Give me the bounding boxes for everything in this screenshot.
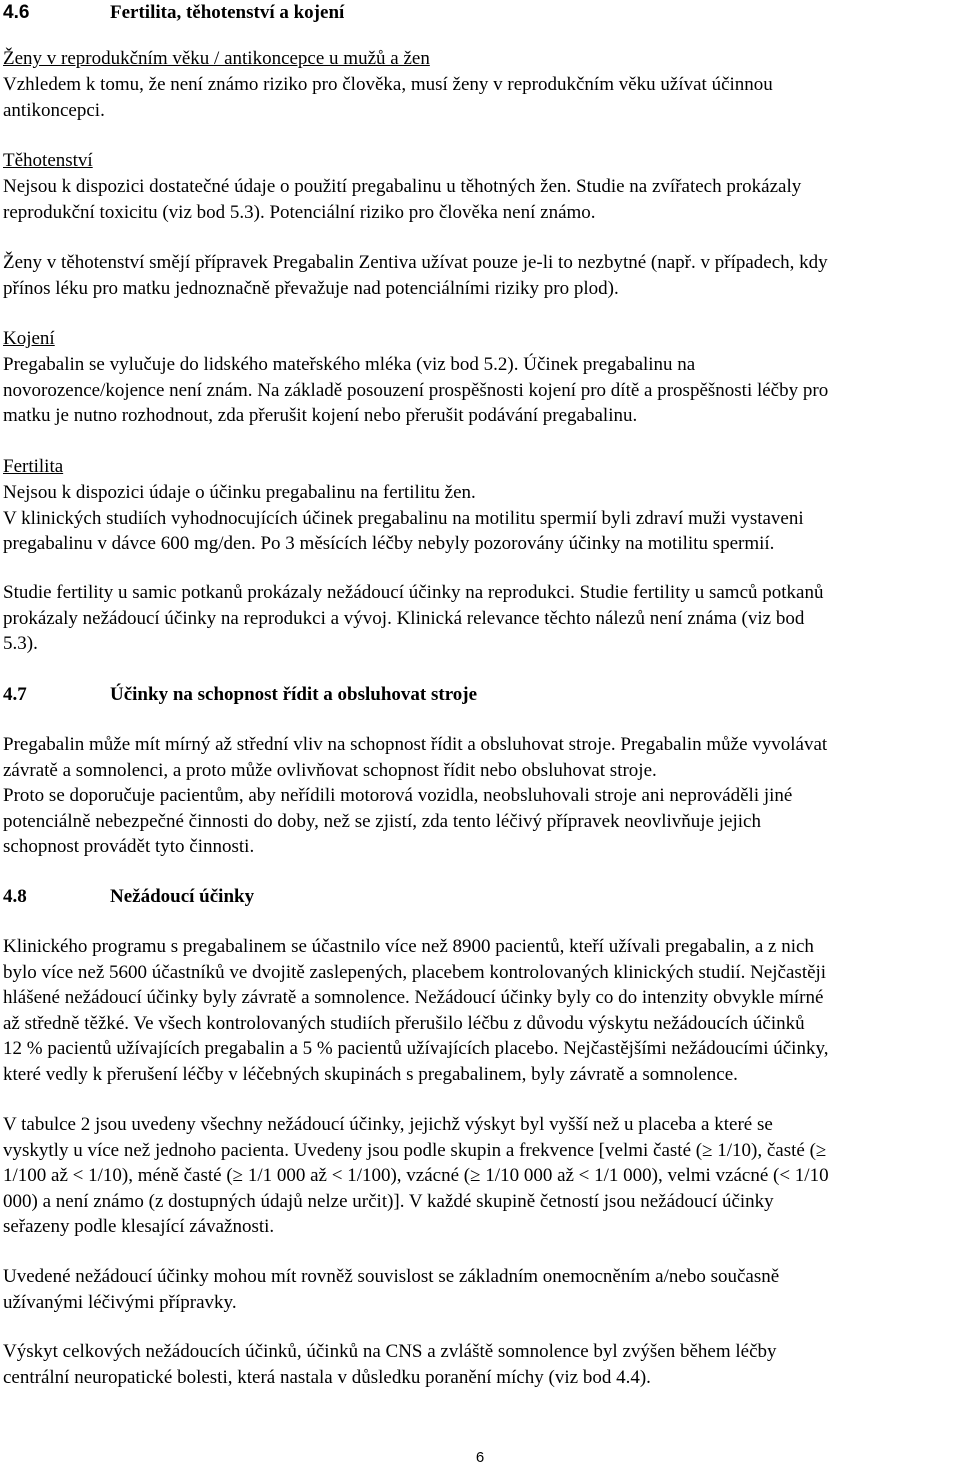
paragraph-adverse-overview: [3, 934, 958, 1088]
line: Vzhledem k tomu, že není známo riziko pro člověka, musí ženy v reprodukčním věku užívat účinnou: [3, 74, 773, 95]
paragraph-breastfeeding: [3, 352, 958, 429]
line: centrální neuropatické bolesti, která nastala v důsledku poranění míchy (viz bod 4.4).: [3, 1366, 651, 1388]
section-title: Fertilita, těhotenství a kojení: [110, 2, 345, 23]
line: prokázaly nežádoucí účinky na reprodukci a vývoj. Klinická relevance těchto nálezů není známa (viz bod: [3, 607, 805, 629]
paragraph-frequency: [3, 1112, 958, 1240]
line: Klinického programu s pregabalinem se účastnilo více než 8900 pacientů, kteří užívali pregabalin, a z nich: [3, 936, 814, 957]
line: seřazeny podle klesající závažnosti.: [3, 1216, 275, 1238]
line: Ženy v těhotenství smějí přípravek Pregabalin Zentiva užívat pouze je-li to nezbytné (např. v případech, kdy: [3, 252, 828, 273]
paragraph-fertility: [3, 480, 958, 557]
line: novorozence/kojence není znám. Na základě posouzení prospěšnosti kojení pro dítě a prospěšnosti léčby pro: [3, 379, 829, 401]
line: Proto se doporučuje pacientům, aby neřídili motorová vozidla, neobsluhovali stroje ani neprováděli jiné: [3, 785, 793, 807]
line: vyskytly u více než jednoho pacienta. Uvedeny jsou podle skupin a frekvence [velmi časté (≥ 1/10), časté (≥: [3, 1139, 827, 1161]
subheading-fertility: Fertilita: [3, 456, 64, 477]
line: potenciálně nebezpečné činnosti do doby, než se zjistí, zda tento léčivý přípravek neovlivňuje jejich: [3, 810, 761, 832]
paragraph-pregnancy: [3, 174, 958, 225]
line: Nejsou k dispozici dostatečné údaje o použití pregabalinu u těhotných žen. Studie na zvířatech prokázaly: [3, 176, 802, 197]
line: Studie fertility u samic potkanů prokázaly nežádoucí účinky na reprodukci. Studie fertility u samců potkanů: [3, 582, 824, 603]
line: 5.3).: [3, 633, 38, 655]
line: 1/100 až < 1/10), méně časté (≥ 1/1 000 až < 1/100), vzácné (≥ 1/10 000 až < 1/1 000), velmi vzácné (< 1/10: [3, 1165, 829, 1187]
line: Nejsou k dispozici údaje o účinku pregabalinu na fertilitu žen.: [3, 482, 476, 503]
line: závratě a somnolenci, a proto může ovlivňovat schopnost řídit nebo obsluhovat stroje.: [3, 759, 657, 781]
section-4-7-heading: [3, 682, 958, 708]
paragraph-cns: [3, 1339, 958, 1390]
line: přínos léku pro matku jednoznačně převažuje nad potenciálními riziky pro plod).: [3, 277, 619, 299]
page-number: 6: [475, 1449, 485, 1466]
section-number: 4.7: [3, 684, 27, 705]
line: bylo více než 5600 účastníků ve dvojitě zaslepených, placebem kontrolovaných klinických studií. Nejčastěji: [3, 961, 827, 983]
line: Pregabalin může mít mírný až střední vliv na schopnost řídit a obsluhovat stroje. Pregabalin může vyvolávat: [3, 734, 828, 755]
line: V klinických studiích vyhodnocujících účinek pregabalinu na motilitu spermií byli zdraví muži vystaveni: [3, 507, 804, 529]
subheading-contraception: Ženy v reprodukčním věku / antikoncepce u mužů a žen: [3, 48, 430, 69]
line: matku je nutno rozhodnout, zda přerušit kojení nebo přerušit podávání pregabalinu.: [3, 405, 638, 427]
line: které vedly k přerušení léčby v léčebných skupinách s pregabalinem, byly závratě a somnolence.: [3, 1063, 738, 1085]
line: antikoncepci.: [3, 99, 105, 121]
line: 000) a není známo (z dostupných údajů nelze určit)]. V každé skupině četností jsou nežádoucí účinky: [3, 1190, 774, 1212]
line: schopnost provádět tyto činnosti.: [3, 836, 255, 858]
line: hlášené nežádoucí účinky byly závratě a somnolence. Nežádoucí účinky byly co do intenzity obvykle mírné: [3, 987, 824, 1009]
line: Výskyt celkových nežádoucích účinků, účinků na CNS a zvláště somnolence byl zvýšen během léčby: [3, 1341, 777, 1362]
paragraph-contraception: [3, 72, 958, 123]
line: Uvedené nežádoucí účinky mohou mít rovněž souvislost se základním onemocněním a/nebo současně: [3, 1266, 780, 1287]
line: reprodukční toxicitu (viz bod 5.3). Potenciální riziko pro člověka není známo.: [3, 201, 596, 223]
section-title: Účinky na schopnost řídit a obsluhovat stroje: [110, 684, 478, 705]
section-number: 4.6: [3, 2, 30, 23]
subheading-breastfeeding: Kojení: [3, 328, 55, 349]
section-number: 4.8: [3, 886, 27, 907]
line: 12 % pacientů užívajících pregabalin a 5 % pacientů užívajících placebo. Nejčastějšími nežádoucími účinky,: [3, 1038, 829, 1060]
paragraph-fertility-animals: [3, 580, 958, 657]
line: Pregabalin se vylučuje do lidského mateřského mléka (viz bod 5.2). Účinek pregabalinu na: [3, 354, 696, 375]
line: užívanými léčivými přípravky.: [3, 1291, 237, 1313]
section-title: Nežádoucí účinky: [110, 886, 255, 907]
paragraph-driving: [3, 732, 958, 860]
paragraph-pregnancy-use: [3, 250, 958, 301]
line: V tabulce 2 jsou uvedeny všechny nežádoucí účinky, jejichž výskyt byl vyšší než u placeba a které se: [3, 1114, 773, 1135]
line: pregabalinu v dávce 600 mg/den. Po 3 měsících léčby nebyly pozorovány účinky na motilitu spermií.: [3, 533, 775, 555]
section-4-6-heading: [3, 0, 958, 26]
subheading-pregnancy: Těhotenství: [3, 150, 93, 171]
paragraph-association: [3, 1264, 958, 1315]
line: až středně těžké. Ve všech kontrolovaných studiích přerušilo léčbu z důvodu výskytu nežádoucích účinků: [3, 1012, 805, 1034]
section-4-8-heading: [3, 884, 958, 910]
